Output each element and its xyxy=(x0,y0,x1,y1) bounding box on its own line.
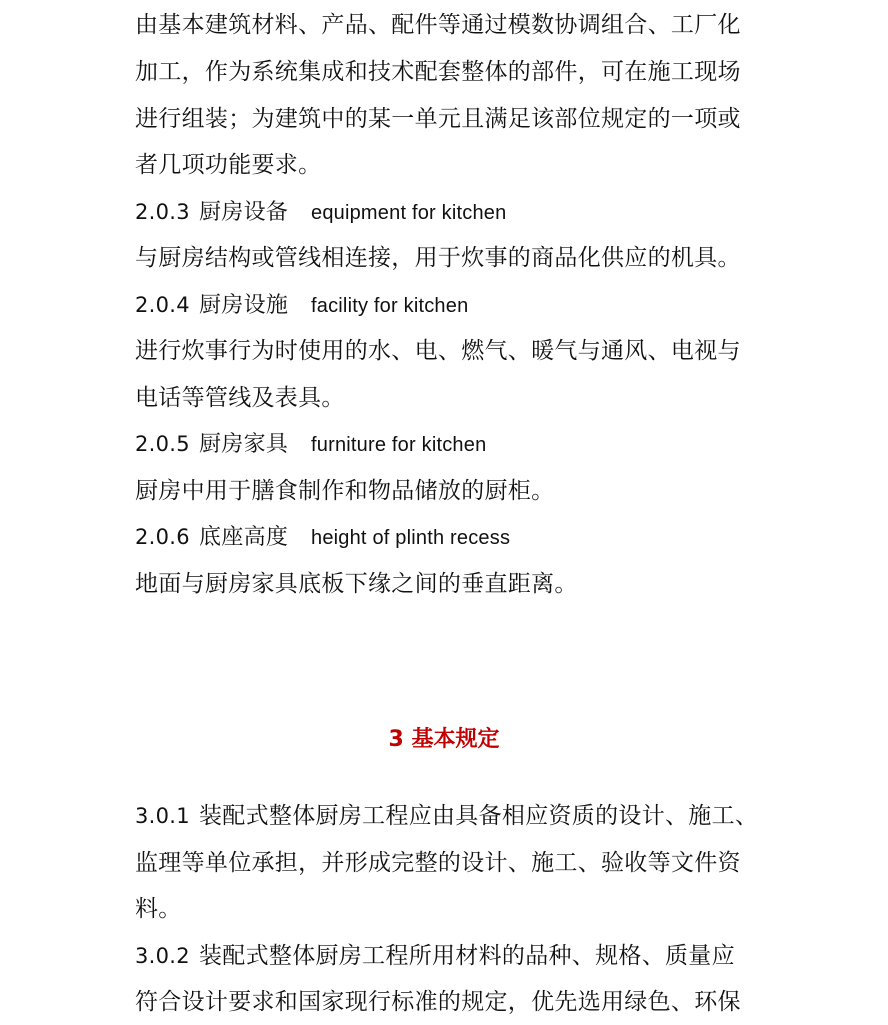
term-english: height of plinth recess xyxy=(311,527,511,549)
term-definition: 与厨房结构或管线相连接，用于炊事的商品化供应的机具。 xyxy=(135,245,741,271)
term-heading xyxy=(135,421,486,467)
term-chinese: 厨房设备 xyxy=(199,200,289,225)
clause-number: 3.0.1 xyxy=(135,804,190,828)
term-heading xyxy=(135,514,510,560)
clause-text: 装配式整体厨房工程所用材料的品种、规格、质量应 xyxy=(199,943,735,969)
term-definition: 厨房中用于膳食制作和物品储放的厨柜。 xyxy=(135,478,555,504)
term-number: 2.0.4 xyxy=(135,293,190,317)
clause-text: 装配式整体厨房工程应由具备相应资质的设计、施工、 xyxy=(199,803,759,829)
section-heading: 3 基本规定 xyxy=(388,727,500,752)
term-chinese: 厨房家具 xyxy=(199,432,289,457)
clause-number: 3.0.2 xyxy=(135,944,190,968)
term-number: 2.0.5 xyxy=(135,432,190,456)
term-english: equipment for kitchen xyxy=(311,202,507,224)
paragraph-line: 由基本建筑材料、产品、配件等通过模数协调组合、工厂化 xyxy=(135,12,741,38)
term-english: facility for kitchen xyxy=(311,295,469,317)
term-number: 2.0.6 xyxy=(135,525,190,549)
term-definition: 地面与厨房家具底板下缘之间的垂直距离。 xyxy=(135,571,578,597)
paragraph-line: 进行组装；为建筑中的某一单元且满足该部位规定的一项或 xyxy=(135,106,741,132)
clause-line xyxy=(135,933,735,979)
paragraph-line: 者几项功能要求。 xyxy=(135,152,322,178)
term-heading xyxy=(135,282,468,328)
term-english: furniture for kitchen xyxy=(311,434,487,456)
term-number: 2.0.3 xyxy=(135,200,190,224)
term-chinese: 底座高度 xyxy=(199,525,289,550)
clause-line: 监理等单位承担，并形成完整的设计、施工、验收等文件资 xyxy=(135,850,741,876)
term-definition: 电话等管线及表具。 xyxy=(135,385,345,411)
term-chinese: 厨房设施 xyxy=(199,293,289,318)
clause-line: 符合设计要求和国家现行标准的规定，优先选用绿色、环保 xyxy=(135,989,741,1015)
clause-line xyxy=(135,793,758,839)
term-definition: 进行炊事行为时使用的水、电、燃气、暖气与通风、电视与 xyxy=(135,338,741,364)
term-heading xyxy=(135,189,506,235)
clause-line: 料。 xyxy=(135,896,182,922)
paragraph-line: 加工，作为系统集成和技术配套整体的部件，可在施工现场 xyxy=(135,59,741,85)
